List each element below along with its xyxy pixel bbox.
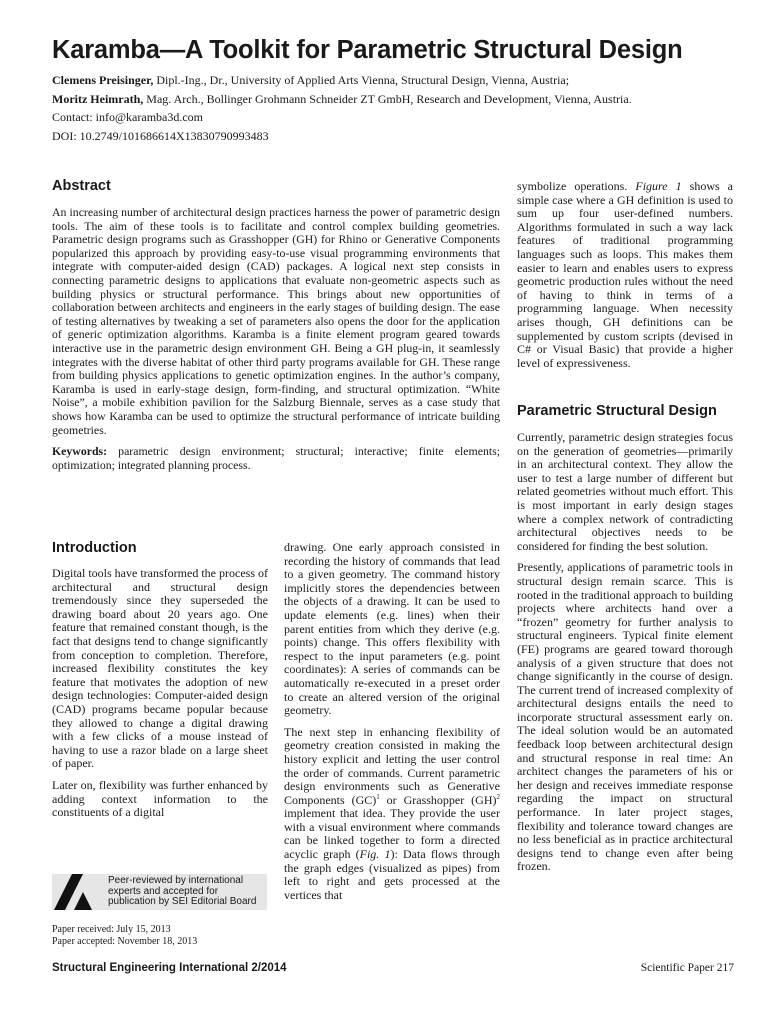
peer-review-box: [52, 874, 267, 910]
parametric-structural-design-heading: Parametric Structural Design: [517, 403, 717, 419]
doi-line: DOI: 10.2749/101686614X13830790993483: [52, 128, 269, 143]
figure-1-reference-2: Figure 1: [635, 179, 682, 193]
abstract-heading: Abstract: [52, 178, 111, 194]
footnote-ref-1: 1: [376, 792, 380, 801]
column-2-paragraph-2: [284, 726, 500, 903]
author-1: [52, 71, 752, 90]
date-received: Paper received: July 15, 2013: [52, 924, 171, 935]
column-2-text-d: ): Data flows through the graph edges (visualized as pipes) from left to right and gets processed at the vertices that: [284, 847, 500, 902]
sei-logo-icon: [52, 874, 102, 910]
author-2-affiliation: Mag. Arch., Bollinger Grohmann Schneider ZT GmbH, Research and Development, Vienna, Austria.: [146, 91, 632, 106]
column-3-text-b: shows a simple case where a GH definition is used to sum up four user-defined numbers. Algorithms formulated in such a way lack features of traditional programming languages such as loops. This makes them easier to learn and enables users to express geometric production rules without the need of having to think in terms of a programming language. When necessity arises though, GH definitions can be supplemented by custom scripts (devised in C# or Visual Basic) that provide a higher level of expressiveness.: [517, 179, 734, 370]
column-2-body: [284, 541, 500, 902]
journal-footer: Structural Engineering International 2/2014: [52, 962, 287, 974]
contact-line: Contact: info@karamba3d.com: [52, 110, 204, 124]
column-2-text-b: or Grasshopper (GH): [379, 792, 497, 807]
introduction-body: [52, 567, 268, 820]
paper-dates: [52, 924, 197, 948]
introduction-paragraph-2: Later on, flexibility was further enhanced by adding context information to the constituents of a digital: [52, 777, 268, 820]
introduction-paragraph-1: Digital tools have transformed the process of architectural and structural design tremendously since they superseded the drawing board about 20 years ago. One feature that remained constant though, is the fact that designs tend to change significantly from conception to completion. Therefore, increased flexibility constitutes the key feature that motivates the adoption of new design technologies: Computer-aided design (CAD) programs became popular because they allowed to change a digital drawing with a few clicks of a mouse instead of having to use a razor blade on a large sheet of paper.: [52, 566, 268, 771]
author-1-name: Clemens Preisinger,: [52, 73, 154, 87]
keywords-text: parametric design environment; structural; interactive; finite elements; optimization; integrated planning process.: [52, 444, 500, 472]
author-1-affiliation: Dipl.-Ing., Dr., University of Applied Arts Vienna, Structural Design, Vienna, Austria;: [156, 73, 570, 87]
column-2-text-c: implement that idea. They provide the user with a visual environment where commands can be linked together to form a directed acyclic graph (: [284, 806, 500, 862]
footnote-ref-2: 2: [496, 792, 500, 801]
abstract-text: An increasing number of architectural design practices harness the power of parametric design tools. The aim of these tools is to facilitate and control complex building geometries. Parametric design programs such as Grasshopper (GH) for Rhino or Generative Components popularized this approach by providing easy-to-use visual programming environments that integrate with computer-aided design (CAD) packages. A logical next step consists in connecting parametric designs to applications that evaluate non-geometric aspects such as building physics or structural performance. This brings about new opportunities of collaboration between architects and engineers in the early stages of building design. The ease of testing alternatives by tweaking a set of parameters also opens the door for the application of generic optimization algorithms. Karamba is a finite element program geared towards interactive use in the parametric design environment GH. Being a GH plug-in, it seamlessly integrates with the diverse habitat of other third party programs available for GH. These range from building physics applications to genetic optimization engines. In the author’s company, Karamba is used in early-stage design, form-finding, and structural optimization. “White Noise”, a mobile exhibition pavilion for the Salzburg Biennale, serves as a case study that shows how Karamba can be used to optimize the structural performance of intricate building geometries.: [52, 205, 500, 437]
keywords-label: Keywords:: [52, 444, 108, 459]
column-3-paragraph-2: Currently, parametric design strategies focus on the generation of geometries—primarily in an architectural context. They allow the user to test a large number of different but related geometries without much effort. This is most important in early design stages where a complex network of contradicting architectural objectives needs to be considered for finding the best solution.: [517, 430, 733, 553]
paper-title: Karamba—A Toolkit for Parametric Structural Design: [52, 36, 683, 64]
author-block: [52, 71, 752, 145]
author-2-name: Moritz Heimrath,: [52, 91, 144, 106]
peer-review-text: Peer-reviewed by international experts and accepted for publication by SEI Editorial Board: [108, 875, 257, 908]
column-3-paragraph-3: Presently, applications of parametric tools in structural design remain scarce. This is rooted in the traditional approach to building projects where architects hand over a “frozen” geometry for further analysis to structural engineers. Typical finite element (FE) programs are geared toward thorough analysis of a given structure that does not change significantly in the course of design. The current trend of increased complexity of architectural designs entails the need to incorporate structural assessment early on. The ideal solution would be an automated feedback loop between architectural design and structural response in real time: An architect changes the parameters of his or her design and receives immediate response regarding the impact on structural performance. In later project stages, flexibility and tolerance toward changes are no less beneficial as in practice architectural designs tend to change even after being frozen.: [517, 560, 733, 874]
keywords-line: [52, 445, 500, 472]
column-2-paragraph-1: drawing. One early approach consisted in recording the history of commands that lead to a given geometry. The command history implicitly stores the dependencies between the objects of a drawing. It can be used to update elements (e.g. lines) when their parent entities from which they derive (e.g. points) change. This offers flexibility with respect to the input parameters (e.g. point coordinates): A series of commands can be automatically re-executed in a preset order to create an altered version of the original geometry.: [284, 540, 500, 718]
abstract-body: [52, 206, 500, 472]
figure-1-reference: Fig. 1: [359, 847, 391, 862]
column-2-text-a: The next step in enhancing flexibility of geometry creation consisted in making the history explicit and letting the user control the order of commands. Current parametric design environments such as Generative Components (GC): [284, 724, 500, 807]
column-3-body: [517, 431, 733, 874]
introduction-heading: Introduction: [52, 540, 137, 556]
column-3-text-a: symbolize operations.: [517, 179, 636, 193]
page-number-footer: Scientific Paper 217: [640, 962, 734, 974]
date-accepted: Paper accepted: November 18, 2013: [52, 936, 198, 948]
column-3-paragraph-1: [517, 180, 733, 370]
author-2: [52, 90, 752, 109]
column-3-top-body: [517, 180, 733, 370]
